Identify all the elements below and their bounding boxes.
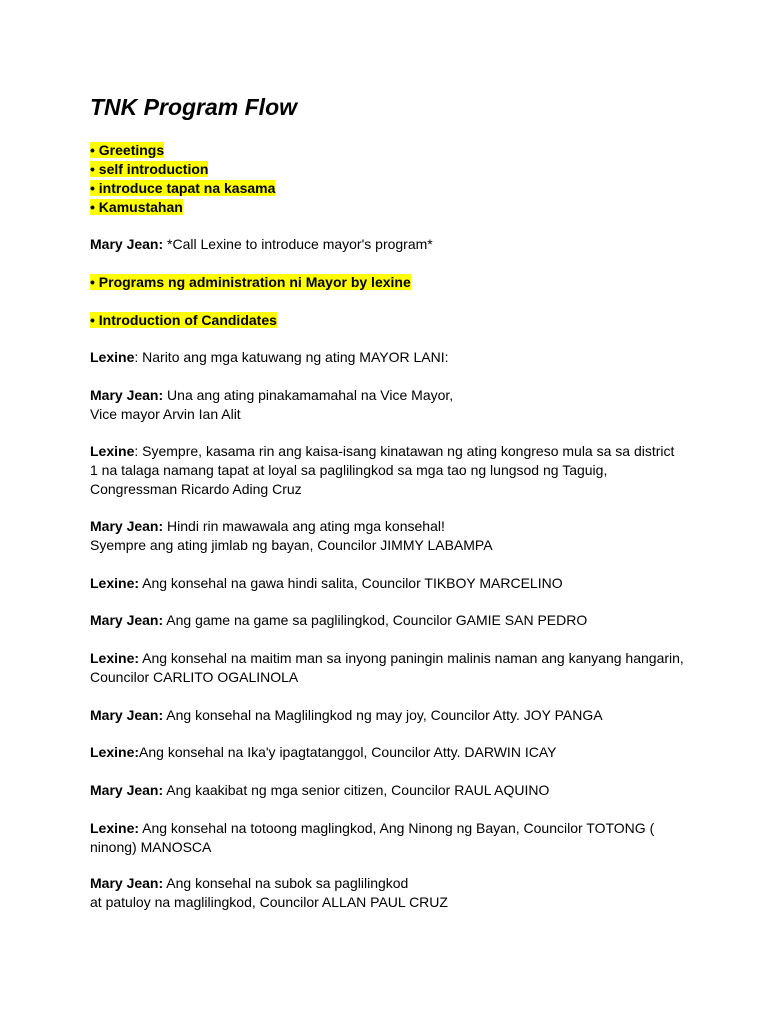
speaker-name: Mary Jean: — [90, 236, 164, 252]
speaker-name: Mary Jean: — [90, 518, 164, 534]
line-text: Ang konsehal na totoong maglingkod, Ang Ninong ng Bayan, Councilor TOTONG ( — [139, 820, 655, 836]
script-line-9 — [90, 743, 690, 762]
script-line-3 — [90, 442, 690, 499]
script-line-6 — [90, 611, 690, 630]
speaker-name: Mary Jean: — [90, 612, 164, 628]
line-text: Ang kaakibat ng mga senior citizen, Councilor RAUL AQUINO — [163, 782, 550, 798]
script-line-11 — [90, 819, 690, 857]
opening-item-self-introduction: • self introduction — [90, 161, 209, 177]
line-text: *Call Lexine to introduce mayor's program* — [163, 236, 433, 252]
speaker-name: Lexine: — [90, 650, 140, 666]
line-text-continued: ninong) MANOSCA — [90, 839, 212, 855]
speaker-name: Mary Jean: — [90, 875, 164, 891]
speaker-name: Lexine: — [90, 820, 140, 836]
section-candidates-heading: • Introduction of Candidates — [90, 312, 277, 328]
line-text: Ang konsehal na Ika'y ipagtatanggol, Councilor Atty. DARWIN ICAY — [139, 744, 557, 760]
section-programs-heading: • Programs ng administration ni Mayor by lexine — [90, 274, 411, 290]
script-line-4 — [90, 517, 690, 555]
script-line-12 — [90, 874, 690, 912]
speaker-name: Lexine — [90, 349, 135, 365]
opening-item-introduce-kasama: • introduce tapat na kasama — [90, 180, 276, 196]
script-line-2 — [90, 386, 690, 424]
script-line-8 — [90, 706, 690, 725]
opening-item-greetings: • Greetings — [90, 142, 165, 158]
line-text: Ang konsehal na maitim man sa inyong paningin malinis naman ang kanyang hangarin, — [139, 650, 684, 666]
section-candidates — [90, 311, 690, 330]
script-line-7 — [90, 649, 690, 687]
speaker-name: Lexine: — [90, 575, 140, 591]
line-text-continued: at patuloy na maglilingkod, Councilor ALLAN PAUL CRUZ — [90, 894, 448, 910]
speaker-name: Mary Jean: — [90, 707, 164, 723]
line-text-continued: Congressman Ricardo Ading Cruz — [90, 481, 302, 497]
section-programs — [90, 273, 690, 292]
document-title: TNK Program Flow — [90, 94, 298, 120]
line-text-continued: Syempre ang ating jimlab ng bayan, Councilor JIMMY LABAMPA — [90, 537, 493, 553]
line-text: Una ang ating pinakamamahal na Vice Mayor, — [163, 387, 454, 403]
script-line-5 — [90, 574, 690, 593]
line-text: : Narito ang mga katuwang ng ating MAYOR LANI: — [134, 349, 449, 365]
line-text: : Syempre, kasama rin ang kaisa-isang kinatawan ng ating kongreso mula sa sa district — [134, 443, 675, 459]
opening-list — [90, 141, 690, 217]
script-line-1 — [90, 348, 690, 367]
note-line — [90, 235, 690, 254]
line-text: Ang konsehal na subok sa paglilingkod — [163, 875, 409, 891]
speaker-name: Lexine — [90, 443, 135, 459]
line-text: Ang konsehal na Maglilingkod ng may joy, Councilor Atty. JOY PANGA — [163, 707, 603, 723]
speaker-name: Lexine: — [90, 744, 140, 760]
line-text-continued: 1 na talaga namang tapat at loyal sa paglilingkod sa mga tao ng lungsod ng Taguig, — [90, 462, 608, 478]
opening-item-kamustahan: • Kamustahan — [90, 199, 183, 215]
line-text-continued: Vice mayor Arvin Ian Alit — [90, 406, 241, 422]
line-text: Ang konsehal na gawa hindi salita, Councilor TIKBOY MARCELINO — [139, 575, 563, 591]
line-text-continued: Councilor CARLITO OGALINOLA — [90, 669, 299, 685]
speaker-name: Mary Jean: — [90, 782, 164, 798]
script-line-10 — [90, 781, 690, 800]
line-text: Ang game na game sa paglilingkod, Councilor GAMIE SAN PEDRO — [163, 612, 588, 628]
line-text: Hindi rin mawawala ang ating mga konsehal! — [163, 518, 445, 534]
speaker-name: Mary Jean: — [90, 387, 164, 403]
